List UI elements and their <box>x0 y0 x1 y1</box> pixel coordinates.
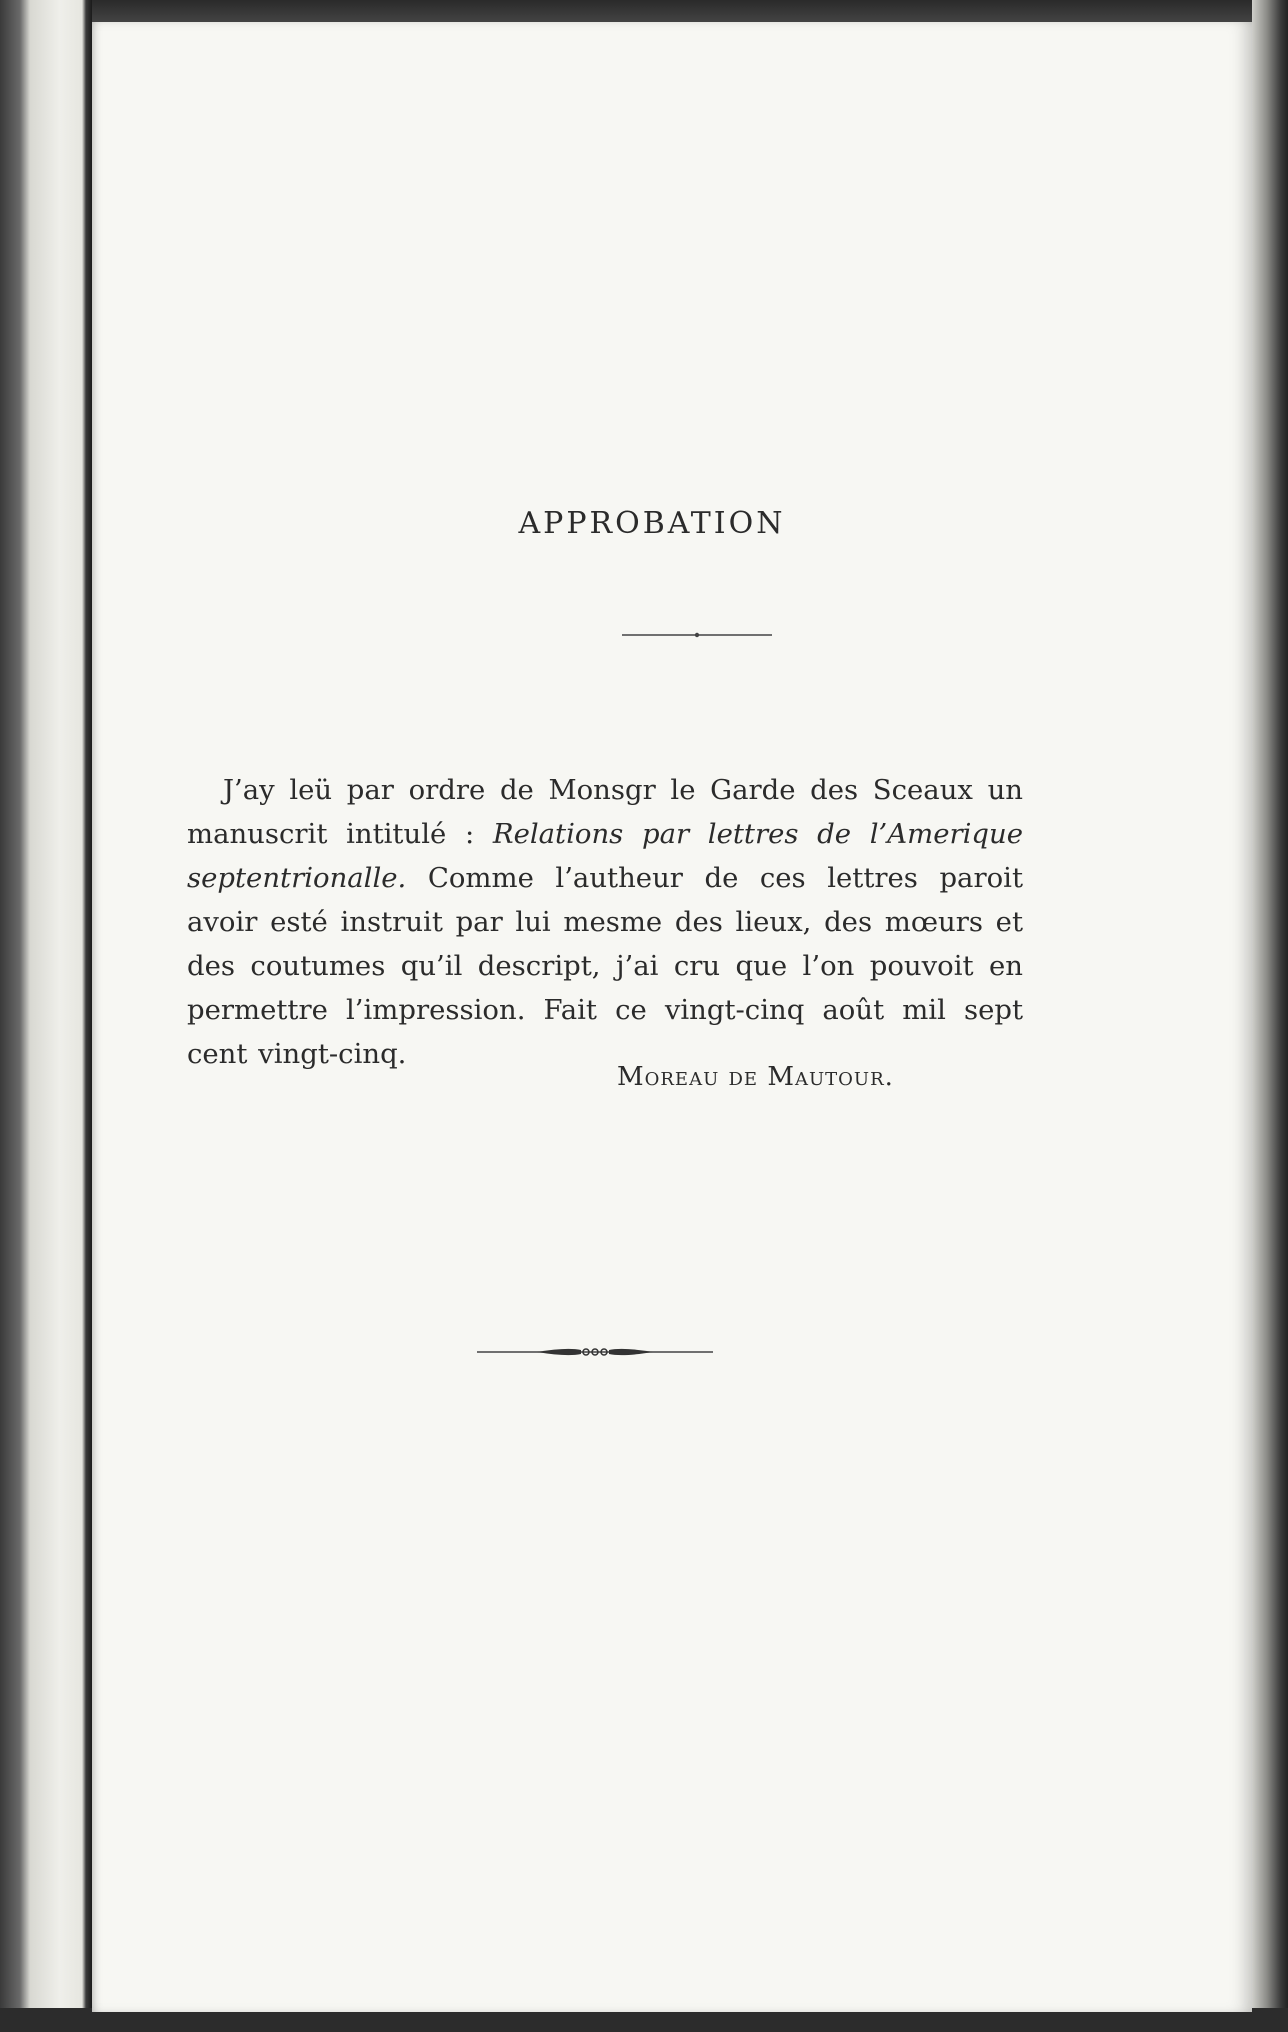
page-stack-edge <box>1252 0 1288 2032</box>
approbation-rest: Comme l’autheur de ces lettres paroit avoir esté instruit par lui mesme des lieux, des mœurs et des coutumes qu’il descript, j’ai cru que l’on pouvoit en permettre l’impression. Fait ce vingt-cinq août mil sept cent vingt-cinq. <box>187 861 1023 1070</box>
signature: Moreau de Mautour. <box>617 1062 894 1092</box>
ornamental-divider <box>477 1342 713 1362</box>
approbation-text <box>187 768 1023 1076</box>
scan-top-border <box>0 0 1288 24</box>
page-content <box>187 22 1117 2012</box>
book-binding-edge <box>0 0 92 2032</box>
book-page <box>92 22 1252 2012</box>
manuscript-title: Relations par lettres de l’Amerique septentrionalle. <box>187 817 1023 894</box>
approbation-intro: J’ay leü par ordre de Monsgr le Garde des Sceaux un manuscrit intitulé : <box>187 773 1023 850</box>
page-heading: APPROBATION <box>518 506 786 541</box>
heading-divider-rule <box>622 630 772 640</box>
